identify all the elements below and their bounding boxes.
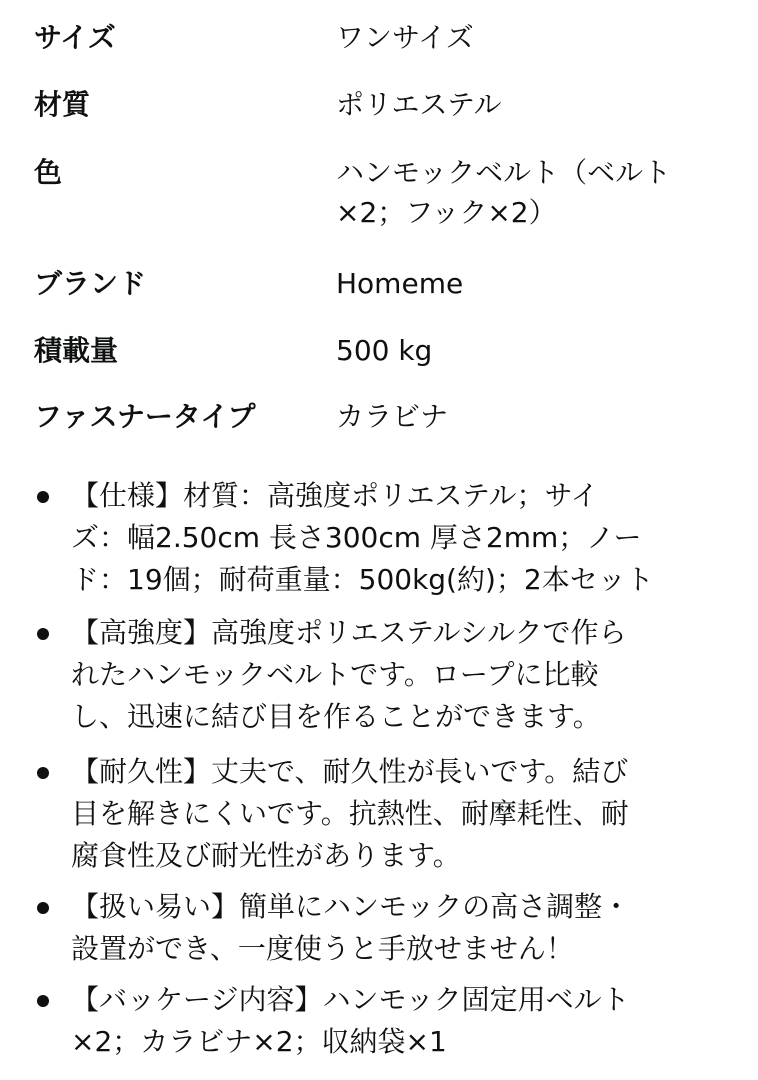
spec-value: ハンモックベルト（ベルト ×2；フック×2） xyxy=(336,156,672,229)
bullet-icon xyxy=(37,491,49,503)
bullet-text: 【バッケージ内容】ハンモック固定用ベルト ×2；カラビナ×2；収納袋×1 xyxy=(71,983,630,1058)
spec-value: ワンサイズ xyxy=(336,21,474,54)
bullet-icon xyxy=(37,767,49,779)
spec-label: 積載量 xyxy=(34,334,119,367)
spec-label: 材質 xyxy=(34,88,91,121)
bullet-icon xyxy=(37,902,49,914)
spec-value: ポリエステル xyxy=(336,88,502,121)
bullet-icon xyxy=(37,995,49,1007)
bullet-text: 【扱い易い】簡単にハンモックの高さ調整・ 設置ができ、一度使うと手放せません！ xyxy=(71,890,631,965)
spec-label: ブランド xyxy=(34,267,147,300)
spec-value: Homeme xyxy=(336,267,464,300)
spec-value: カラビナ xyxy=(336,400,449,433)
bullet-text: 【仕様】材質：高強度ポリエステル；サイ ズ：幅2.50cm 長さ300cm 厚さ2mm；ノー ド：19個；耐荷重量：500kg(約)；2本セット xyxy=(71,479,654,596)
spec-value: 500 kg xyxy=(336,334,433,367)
bullet-text: 【耐久性】丈夫で、耐久性が長いです。結び 目を解きにくいです。抗熱性、耐摩耗性、耐 腐食性及び耐光性があります。 xyxy=(71,755,629,872)
spec-label: 色 xyxy=(34,156,63,189)
bullet-text: 【高強度】高強度ポリエステルシルクで作ら れたハンモックベルトです。ロープに比較 し、迅速に結び目を作ることができます。 xyxy=(71,616,627,733)
spec-label: ファスナータイプ xyxy=(34,400,256,433)
spec-label: サイズ xyxy=(34,21,116,54)
bullet-icon xyxy=(37,628,49,640)
